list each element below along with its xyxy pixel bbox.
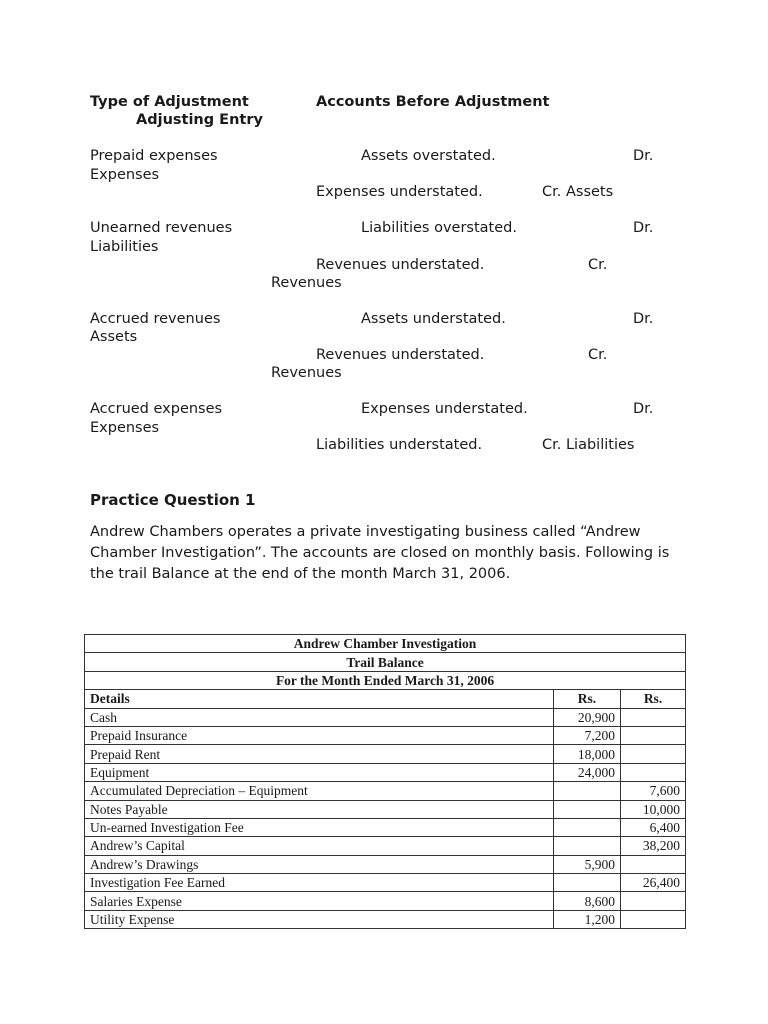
credit-cell: [621, 708, 686, 726]
header-type-of-adjustment: Type of Adjustment: [90, 94, 249, 110]
account-effect: Liabilities overstated.: [361, 220, 517, 236]
details-cell: Notes Payable: [85, 800, 554, 818]
debit-account: Expenses: [90, 167, 160, 183]
details-cell: Cash: [85, 708, 554, 726]
details-cell: Andrew’s Capital: [85, 837, 554, 855]
account-effect: Expenses understated.: [361, 401, 528, 417]
header-accounts-before-adjustment: Accounts Before Adjustment: [316, 94, 550, 110]
practice-question-title: Practice Question 1: [90, 491, 256, 509]
table-title-period: For the Month Ended March 31, 2006: [85, 671, 686, 689]
adjustment-type: Prepaid expenses: [90, 148, 218, 164]
credit-account: Cr. Liabilities: [542, 437, 635, 453]
credit-account: Revenues: [271, 275, 342, 291]
column-header-credit: Rs.: [621, 690, 686, 708]
table-row: [85, 892, 686, 910]
table-row: [85, 837, 686, 855]
table-title-row: [85, 671, 686, 689]
credit-cell: [621, 910, 686, 928]
credit-cell: [621, 855, 686, 873]
table-title-statement: Trail Balance: [85, 653, 686, 671]
debit-account: Assets: [90, 329, 138, 345]
account-effect: Revenues understated.: [316, 347, 485, 363]
account-effect: Liabilities understated.: [316, 437, 483, 453]
debit-marker: Dr.: [633, 401, 654, 417]
table-row: [85, 910, 686, 928]
credit-marker: Cr.: [588, 347, 608, 363]
details-cell: Andrew’s Drawings: [85, 855, 554, 873]
details-cell: Utility Expense: [85, 910, 554, 928]
trial-balance-table: [84, 634, 686, 929]
credit-account: Revenues: [271, 365, 342, 381]
table-title-company: Andrew Chamber Investigation: [85, 635, 686, 653]
details-cell: Equipment: [85, 763, 554, 781]
debit-cell: [554, 818, 621, 836]
debit-cell: 7,200: [554, 726, 621, 744]
debit-account: Liabilities: [90, 239, 159, 255]
table-row: [85, 855, 686, 873]
table-title-row: [85, 653, 686, 671]
credit-cell: 6,400: [621, 818, 686, 836]
debit-marker: Dr.: [633, 311, 654, 327]
account-effect: Assets understated.: [361, 311, 506, 327]
credit-cell: 38,200: [621, 837, 686, 855]
credit-cell: [621, 745, 686, 763]
adjustment-type: Accrued expenses: [90, 401, 223, 417]
adjustment-type: Unearned revenues: [90, 220, 233, 236]
debit-cell: [554, 782, 621, 800]
table-row: [85, 763, 686, 781]
debit-cell: 18,000: [554, 745, 621, 763]
debit-cell: 24,000: [554, 763, 621, 781]
debit-cell: [554, 800, 621, 818]
debit-marker: Dr.: [633, 220, 654, 236]
table-row: [85, 745, 686, 763]
credit-cell: [621, 763, 686, 781]
debit-cell: 1,200: [554, 910, 621, 928]
table-row: [85, 782, 686, 800]
credit-cell: [621, 892, 686, 910]
credit-cell: 26,400: [621, 874, 686, 892]
table-row: [85, 726, 686, 744]
credit-cell: 10,000: [621, 800, 686, 818]
debit-account: Expenses: [90, 420, 160, 436]
details-cell: Investigation Fee Earned: [85, 874, 554, 892]
debit-cell: 5,900: [554, 855, 621, 873]
practice-question-paragraph: Andrew Chambers operates a private investigating business called “Andrew Chamber Investigation”. The accounts are closed on monthly basis. Following is the trail Balance at the end of the month March 31, 2006.: [90, 524, 670, 582]
debit-cell: [554, 837, 621, 855]
account-effect: Revenues understated.: [316, 257, 485, 273]
table-title-row: [85, 635, 686, 653]
details-cell: Un-earned Investigation Fee: [85, 818, 554, 836]
debit-cell: 20,900: [554, 708, 621, 726]
table-header-row: [85, 690, 686, 708]
debit-cell: 8,600: [554, 892, 621, 910]
table-row: [85, 874, 686, 892]
details-cell: Prepaid Rent: [85, 745, 554, 763]
header-adjusting-entry: Adjusting Entry: [136, 112, 263, 128]
table-row: [85, 708, 686, 726]
debit-marker: Dr.: [633, 148, 654, 164]
debit-cell: [554, 874, 621, 892]
column-header-details: Details: [85, 690, 554, 708]
details-cell: Salaries Expense: [85, 892, 554, 910]
credit-account: Cr. Assets: [542, 184, 614, 200]
account-effect: Assets overstated.: [361, 148, 496, 164]
details-cell: Prepaid Insurance: [85, 726, 554, 744]
column-header-debit: Rs.: [554, 690, 621, 708]
credit-cell: 7,600: [621, 782, 686, 800]
table-row: [85, 818, 686, 836]
account-effect: Expenses understated.: [316, 184, 483, 200]
credit-marker: Cr.: [588, 257, 608, 273]
table-row: [85, 800, 686, 818]
details-cell: Accumulated Depreciation – Equipment: [85, 782, 554, 800]
adjustment-type: Accrued revenues: [90, 311, 221, 327]
credit-cell: [621, 726, 686, 744]
